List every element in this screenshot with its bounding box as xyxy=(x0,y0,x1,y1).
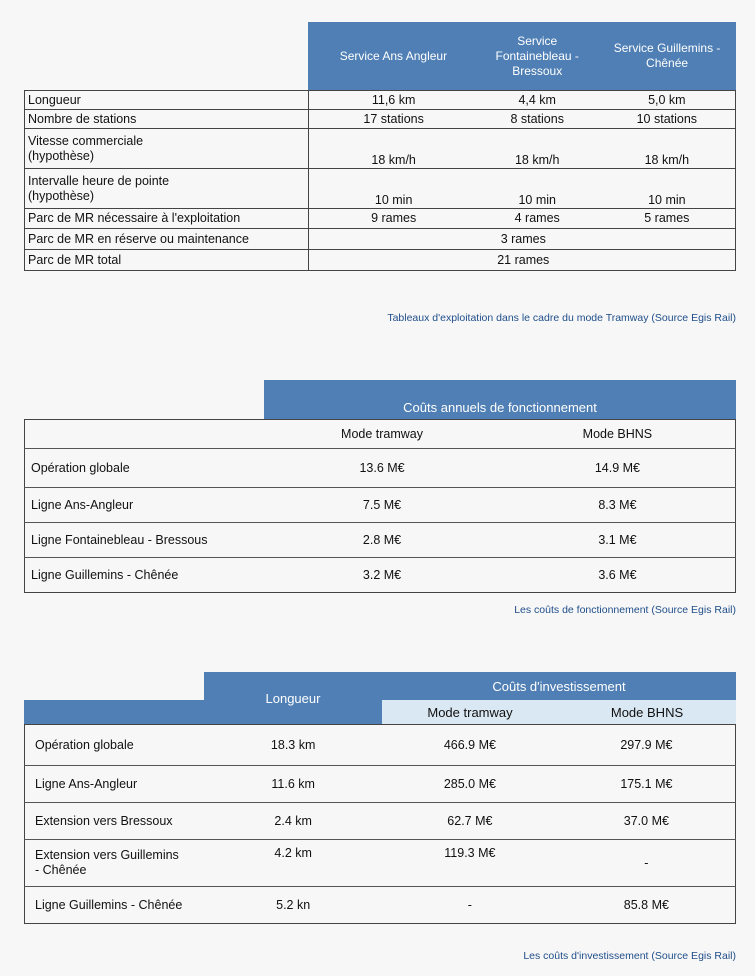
header-investment-costs: Coûts d'investissement xyxy=(382,672,736,700)
subheader-tramway: Mode tramway xyxy=(264,420,500,449)
caption-table2: Les coûts de fonctionnement (Source Egis Rail) xyxy=(514,604,736,616)
header-fontainebleau-bressoux: Service Fontainebleau - Bressoux xyxy=(476,22,596,91)
operations-table xyxy=(24,22,736,271)
header-operating-costs: Coûts annuels de fonctionnement xyxy=(264,380,736,419)
table-row: Ligne Ans-Angleur 11.6 km 285.0 M€ 175.1 M€ xyxy=(25,766,736,803)
caption-table3: Les coûts d'investissement (Source Egis Rail) xyxy=(523,950,736,962)
header-guillemins-chenee: Service Guillemins - Chênée xyxy=(596,22,736,91)
row-label: Nombre de stations xyxy=(25,110,309,129)
subheader-bhns: Mode BHNS xyxy=(558,700,736,724)
table-row: Ligne Guillemins - Chênée 3.2 M€ 3.6 M€ xyxy=(31,568,637,582)
row-label: Parc de MR nécessaire à l'exploitation xyxy=(25,209,309,229)
table-row: Parc de MR total 21 rames xyxy=(25,250,736,271)
table-row: Ligne Ans-Angleur 7.5 M€ 8.3 M€ xyxy=(25,488,736,523)
row-label: Vitesse commerciale (hypothèse) xyxy=(25,129,309,169)
operating-costs-table xyxy=(24,380,736,593)
investment-costs-table xyxy=(24,672,736,924)
row-label: Parc de MR en réserve ou maintenance xyxy=(25,229,309,250)
caption-table1: Tableaux d'exploitation dans le cadre du mode Tramway (Source Egis Rail) xyxy=(387,312,736,324)
table-row: Extension vers Guillemins - Chênée 4.2 km 119.3 M€ - xyxy=(25,840,736,887)
table-row: Parc de MR nécessaire à l'exploitation 9 rames 4 rames 5 rames xyxy=(25,209,736,229)
subheader-bhns: Mode BHNS xyxy=(500,420,736,449)
table-row: Ligne Fontainebleau - Bressous 2.8 M€ 3.1 M€ xyxy=(25,523,736,558)
table-row: Nombre de stations 17 stations 8 stations 10 stations xyxy=(25,110,736,129)
header-length: Longueur xyxy=(204,672,382,724)
row-label: Longueur xyxy=(25,91,309,110)
table-row: Intervalle heure de pointe (hypothèse) 10 min 10 min 10 min xyxy=(25,169,736,209)
table-row: Opération globale 18.3 km 466.9 M€ 297.9 M€ xyxy=(25,725,736,766)
table-row: Ligne Guillemins - Chênée 5.2 kn - 85.8 M€ xyxy=(35,898,669,912)
table-row: Vitesse commerciale (hypothèse) 18 km/h 18 km/h 18 km/h xyxy=(25,129,736,169)
row-label: Intervalle heure de pointe (hypothèse) xyxy=(25,169,309,209)
table-row: Parc de MR en réserve ou maintenance 3 rames xyxy=(25,229,736,250)
subheader-tramway: Mode tramway xyxy=(382,700,558,724)
table-row: Longueur 11,6 km 4,4 km 5,0 km xyxy=(25,91,736,110)
row-label: Parc de MR total xyxy=(25,250,309,271)
table-row: Opération globale 13.6 M€ 14.9 M€ xyxy=(25,449,736,488)
table-row: Extension vers Bressoux 2.4 km 62.7 M€ 37.0 M€ xyxy=(25,803,736,840)
header-ans-angleur: Service Ans Angleur xyxy=(308,22,476,91)
